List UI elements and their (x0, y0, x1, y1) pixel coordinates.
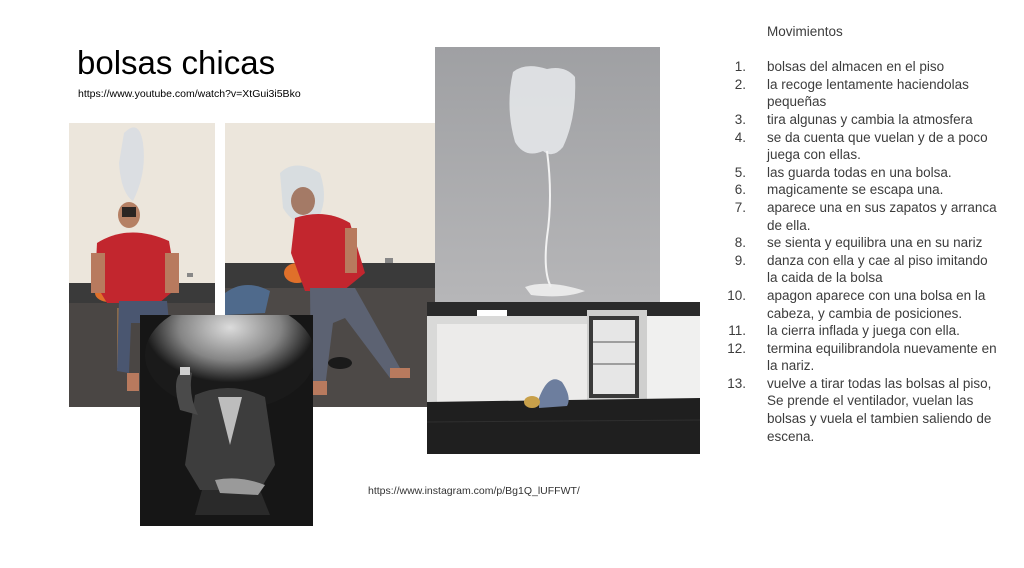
list-item (720, 287, 1000, 322)
instagram-link[interactable]: https://www.instagram.com/p/Bg1Q_lUFFWT/ (368, 485, 580, 497)
movements-list (720, 58, 1000, 445)
list-item-text: la recoge lentamente haciendolas pequeñas (767, 76, 969, 110)
photo-smoking-figure-bw (140, 315, 313, 526)
photo-floating-bag (435, 47, 660, 302)
list-item-text: apagon aparece con una bolsa en la cabeza, y cambia de posiciones. (767, 287, 986, 321)
list-item-text: aparece una en sus zapatos y arranca de ella. (767, 199, 997, 233)
list-item-text: bolsas del almacen en el piso (767, 59, 945, 75)
list-item-number: 11. (728, 323, 746, 339)
list-item (720, 164, 1000, 182)
list-item-number: 1. (734, 59, 746, 75)
list-item-number: 7. (734, 199, 746, 215)
list-item-number: 12. (727, 340, 746, 356)
list-item (720, 252, 1000, 287)
list-item (720, 375, 1000, 445)
list-item-number: 4. (734, 129, 746, 145)
list-item (720, 322, 1000, 340)
list-item-number: 10. (727, 287, 746, 303)
list-item (720, 58, 1000, 76)
list-item-text: danza con ella y cae al piso imitando la caida de la bolsa (767, 252, 988, 286)
list-item (720, 76, 1000, 111)
list-item-text: las guarda todas en una bolsa. (767, 164, 952, 180)
list-item-number: 13. (727, 375, 746, 391)
list-item (720, 129, 1000, 164)
list-item-text: termina equilibrandola nuevamente en la nariz. (767, 340, 997, 374)
list-item (720, 181, 1000, 199)
list-item-text: se sienta y equilibra una en su nariz (767, 235, 983, 251)
list-item (720, 199, 1000, 234)
list-item-number: 5. (734, 164, 746, 180)
movements-heading: Movimientos (767, 24, 843, 39)
list-item-number: 2. (734, 76, 746, 92)
list-item-text: magicamente se escapa una. (767, 182, 944, 198)
slide-title: bolsas chicas (77, 44, 276, 81)
list-item (720, 234, 1000, 252)
list-item-number: 8. (734, 235, 746, 251)
photo-studio-figure (427, 302, 700, 454)
list-item-number: 9. (734, 252, 746, 268)
list-item-number: 3. (734, 111, 746, 127)
list-item-text: se da cuenta que vuelan y de a poco juega con ellas. (767, 129, 988, 163)
list-item (720, 340, 1000, 375)
list-item (720, 111, 1000, 129)
youtube-link[interactable]: https://www.youtube.com/watch?v=XtGui3i5Bko (78, 88, 301, 100)
list-item-number: 6. (734, 182, 746, 198)
list-item-text: tira algunas y cambia la atmosfera (767, 111, 973, 127)
list-item-text: vuelve a tirar todas las bolsas al piso, Se prende el ventilador, vuelan las bolsas y vuela el tambien saliendo de escena. (767, 375, 992, 444)
list-item-text: la cierra inflada y juega con ella. (767, 323, 960, 339)
movements-list-panel (720, 23, 1000, 445)
